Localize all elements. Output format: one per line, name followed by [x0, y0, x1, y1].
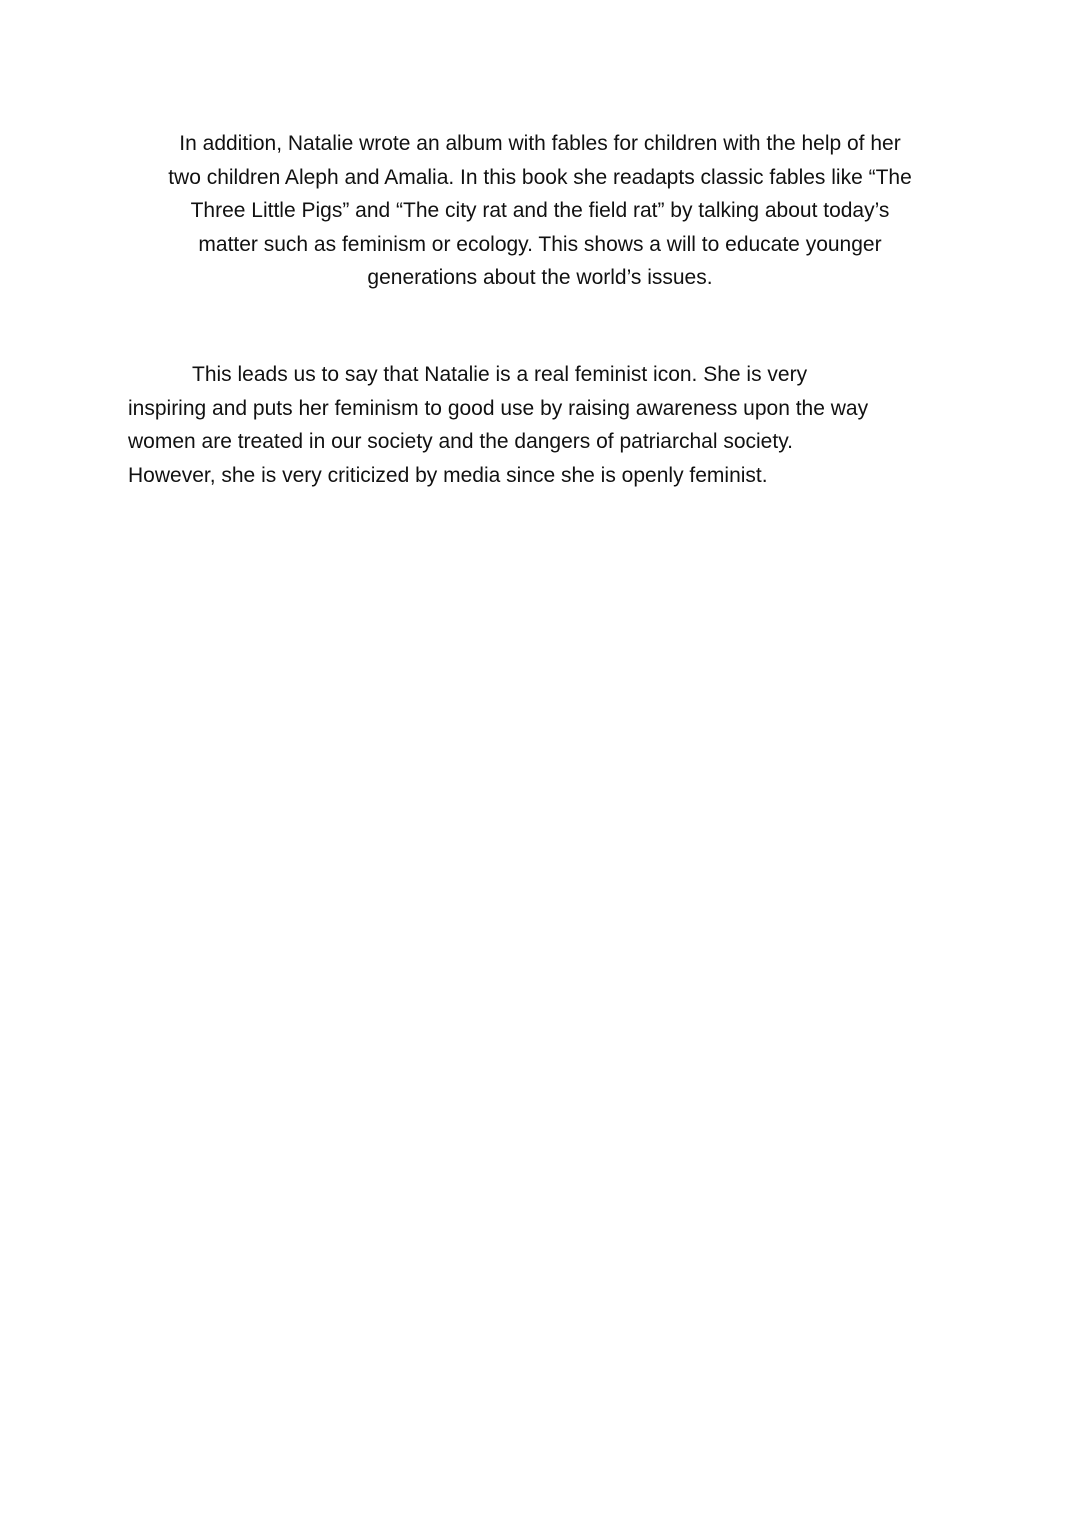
paragraph-line: generations about the world’s issues.	[367, 266, 713, 289]
paragraph-line: women are treated in our society and the dangers of patriarchal society.	[128, 430, 793, 453]
paragraph-fables-album	[128, 127, 952, 295]
paragraph-line: inspiring and puts her feminism to good use by raising awareness upon the way	[128, 396, 869, 420]
paragraph-line: However, she is very criticized by media since she is openly feminist.	[128, 463, 768, 487]
paragraph-line: This leads us to say that Natalie is a real feminist icon. She is very	[192, 363, 808, 386]
paragraph-line: Three Little Pigs” and “The city rat and the field rat” by talking about today’s	[190, 199, 890, 222]
paragraph-conclusion	[128, 358, 952, 492]
paragraph-line: In addition, Natalie wrote an album with fables for children with the help of her	[179, 132, 901, 155]
paragraph-line: matter such as feminism or ecology. This shows a will to educate younger	[198, 232, 882, 256]
paragraph-line: two children Aleph and Amalia. In this book she readapts classic fables like “The	[168, 165, 912, 189]
